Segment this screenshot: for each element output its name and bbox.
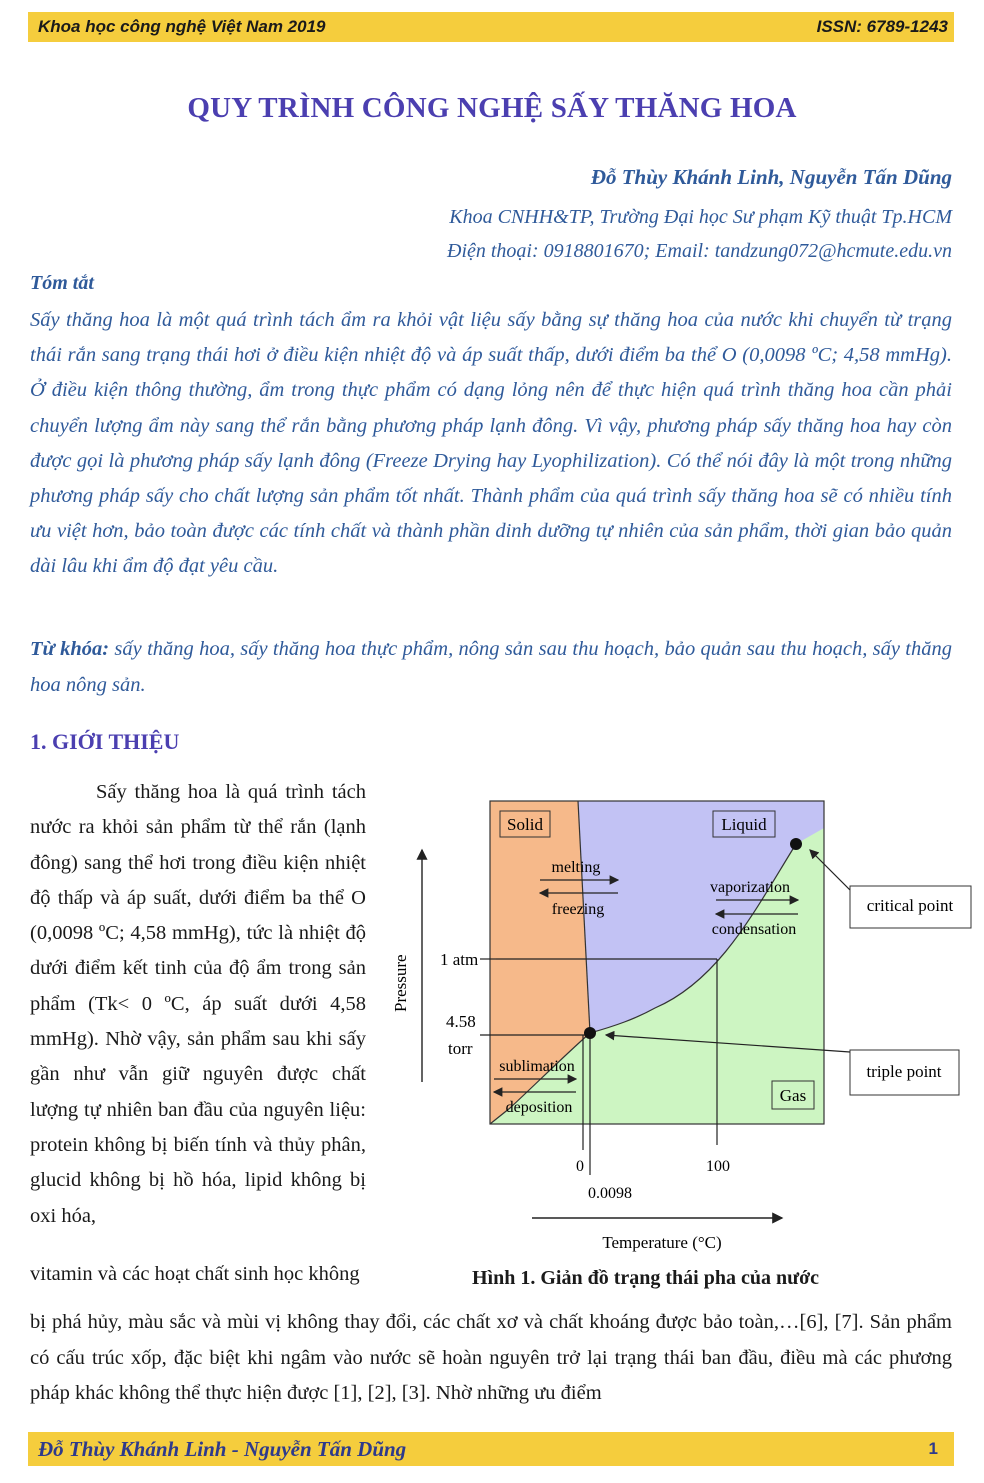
keywords [30,631,952,703]
contact-info: Điện thoại: 0918801670; Email: tandzung072@hcmute.edu.vn [447,240,952,262]
intro-column-text [30,775,366,1234]
liquid-label: Liquid [721,815,767,834]
author-names: Đỗ Thùy Khánh Linh, Nguyễn Tấn Dũng [590,165,952,189]
affiliation: Khoa CNHH&TP, Trường Đại học Sư phạm Kỹ thuật Tp.HCM [449,206,952,228]
triple-point-marker [584,1027,596,1039]
tick-100: 100 [706,1158,730,1175]
freezing-label: freezing [551,901,605,918]
intro-paragraph: Sấy thăng hoa là quá trình tách nước ra khỏi sản phẩm từ thể rắn (lạnh đông) sang thể hơi trong điều kiện nhiệt độ thấp và áp suất, dưới điểm ba thể O (0,0098 ºC; 4,58 mmHg), tức là nhiệt độ dưới điểm kết tinh của độ ẩm trong sản phẩm (Tk< 0 ºC, áp suất dưới 4,58 mmHg). Nhờ vậy, sản phẩm sau khi sấy gần như vẫn giữ nguyên được chất lượng tự nhiên ban đầu của nguyên liệu: protein không bị biến tính và thủy phân, glucid không bị hồ hóa, lipid không bị oxi hóa, [30,781,366,1227]
tick-0098: 0.0098 [588,1185,632,1202]
figure-caption: Hình 1. Giản đồ trạng thái pha của nước [472,1267,820,1289]
page-number: 1 [928,1439,938,1458]
sublimation-label: sublimation [499,1058,575,1075]
issn: ISSN: 6789-1243 [816,17,948,36]
gas-label: Gas [779,1086,807,1105]
critical-point-label: critical point [866,896,954,915]
pressure-458-label: 4.58 [446,1012,476,1031]
vaporization-label: vaporization [710,879,790,896]
section-heading: 1. GIỚI THIỆU [30,729,180,754]
atm-label: 1 atm [440,950,479,969]
intro-continued-text: bị phá hủy, màu sắc và mùi vị không thay đổi, các chất xơ và chất khoáng được bảo toàn,…[6], [7]. Sản phẩm có cấu trúc xốp, đặc biệt khi ngâm vào nước sẽ hoàn nguyên trở lại trạng thái ban đầu, điều mà các phương pháp khác không thể thực hiện được [1], [2], [3]. Nhờ những ưu điểm [30,1311,952,1404]
footer-band [28,1432,954,1466]
pressure-axis-label: Pressure [391,954,410,1012]
paper-title: QUY TRÌNH CÔNG NGHỆ SẤY THĂNG HOA [187,92,797,124]
tick-0: 0 [576,1158,584,1175]
author-block [447,165,952,268]
melting-label: melting [551,859,601,876]
abstract-text: Sấy thăng hoa là một quá trình tách ẩm ra khỏi vật liệu sấy bằng sự thăng hoa của nước khi chuyển từ trạng thái rắn sang trạng thái hơi ở điều kiện nhiệt độ và áp suất thấp, dưới điểm ba thể O (0,0098 ºC; 4,58 mmHg). Ở điều kiện thông thường, ẩm trong thực phẩm có dạng lỏng nên để thực hiện quá trình thăng hoa cần phải chuyển lượng ẩm này sang thể rắn bằng phương pháp lạnh đông. Vì vậy, phương pháp sấy thăng hoa hay còn được gọi là phương pháp sấy lạnh đông (Freeze Drying hay Lyophilization). Có thể nói đây là một trong những phương pháp sấy cho chất lượng sản phẩm tốt nhất. Thành phẩm của quá trình sấy thăng hoa sẽ có nhiều tính ưu việt hơn, bảo toàn được các tính chất và thành phần dinh dưỡng tự nhiên của sản phẩm, thời gian bảo quản dài lâu khi ẩm độ đạt yêu cầu. [30,309,952,578]
torr-label: torr [448,1039,473,1058]
phase-diagram [380,790,980,1260]
journal-name: Khoa học công nghệ Việt Nam 2019 [38,17,326,36]
temperature-axis-label: Temperature (°C) [602,1233,722,1252]
critical-point-marker [790,838,802,850]
footer-authors: Đỗ Thùy Khánh Linh - Nguyễn Tấn Dũng [38,1436,407,1461]
keywords-label: Từ khóa: [30,638,110,660]
solid-label: Solid [507,815,543,834]
abstract-heading: Tóm tắt [30,272,94,294]
intro-wrap-line: vitamin và các hoạt chất sinh học không [30,1263,360,1285]
deposition-label: deposition [505,1099,573,1116]
triple-point-label: triple point [866,1062,942,1081]
header-band [28,12,954,42]
condensation-label: condensation [711,921,797,938]
keywords-text: sấy thăng hoa, sấy thăng hoa thực phẩm, nông sản sau thu hoạch, bảo quản sau thu hoạch, sấy thăng hoa nông sản. [30,638,952,696]
